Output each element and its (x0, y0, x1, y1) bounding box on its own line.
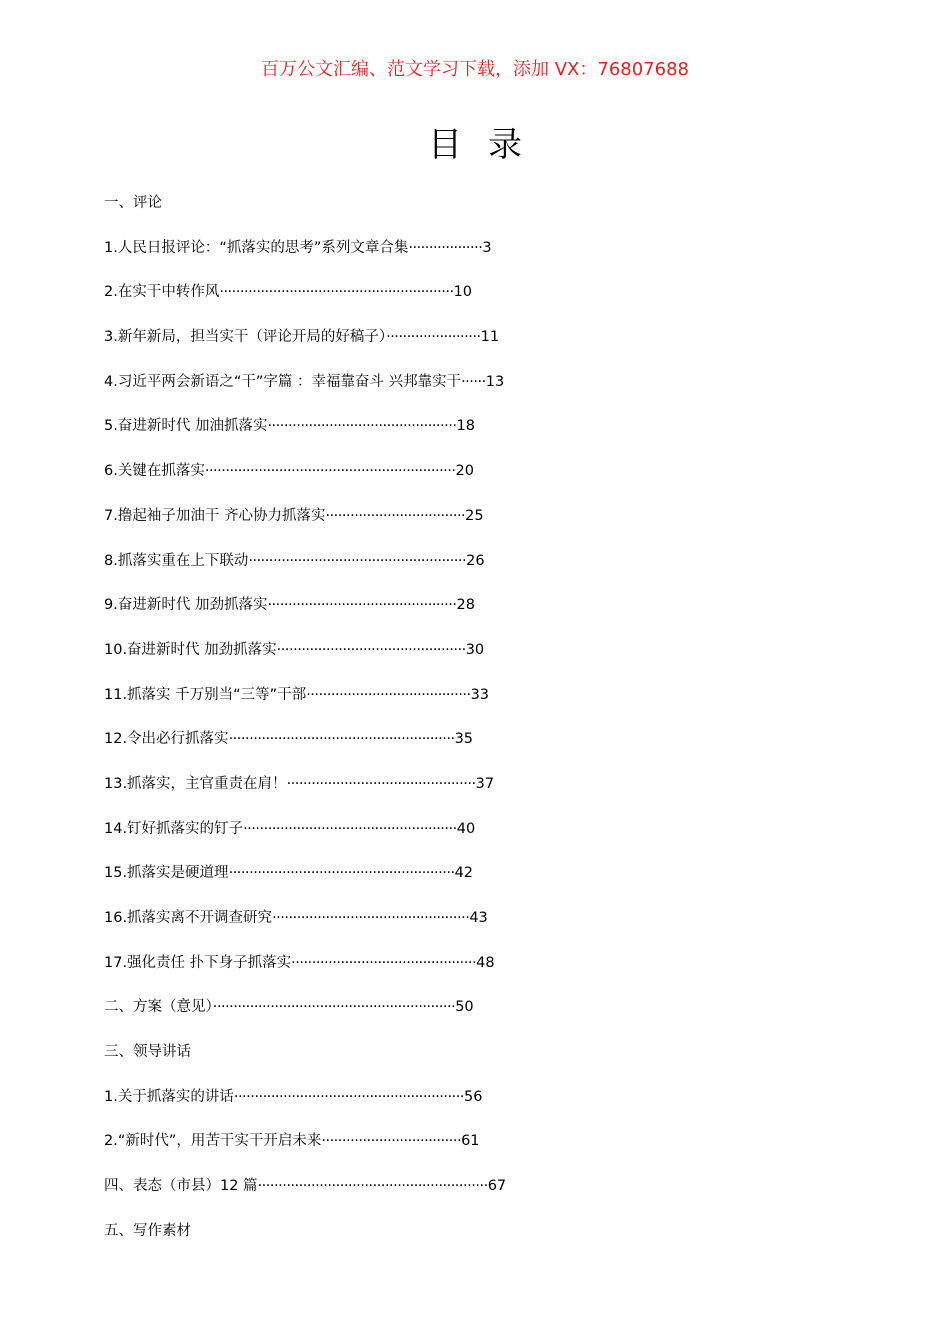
toc-entry[interactable] (104, 413, 604, 458)
toc-entry-leader-dots: ·································· (321, 1133, 462, 1150)
toc-entry-title: 12.令出必行抓落实 (104, 731, 229, 748)
toc-entry[interactable] (104, 905, 604, 950)
toc-entry[interactable] (104, 190, 604, 235)
toc-entry[interactable] (104, 235, 604, 280)
toc-entry-page-number: 28 (456, 597, 475, 614)
toc-entry-leader-dots: ·············································· (276, 641, 466, 658)
toc-entry-leader-dots: ·································· (325, 507, 466, 524)
toc-entry-title: 二、方案（意见） (104, 999, 213, 1016)
toc-entry-title: 9.奋进新时代 加劲抓落实 (104, 597, 268, 614)
toc-entry[interactable] (104, 1173, 604, 1218)
page-title: 目录 (428, 125, 548, 165)
toc-entry-page-number: 61 (461, 1133, 480, 1150)
toc-entry-leader-dots: ······················································· (228, 731, 455, 748)
toc-entry-title: 11.抓落实 千万别当“三等”干部 (104, 686, 307, 703)
toc-entry[interactable] (104, 771, 604, 816)
toc-entry-page-number: 30 (465, 641, 485, 658)
toc-entry-title: 15.抓落实是硬道理 (104, 865, 229, 882)
toc-entry-page-number: 37 (475, 775, 495, 792)
toc-entry-title: 一、评论 (104, 195, 162, 211)
toc-entry-page-number: 13 (485, 373, 505, 390)
toc-entry-title: 4.习近平两会新语之“干”字篇 ：幸福靠奋斗 兴邦靠实干 (104, 373, 462, 390)
toc-entry-page-number: 56 (463, 1088, 483, 1105)
toc-entry-page-number: 11 (480, 329, 500, 346)
toc-entry-title: 2.“新时代”，用苦干实干开启未来 (104, 1133, 322, 1150)
toc-entry[interactable] (104, 1218, 604, 1263)
toc-entry-page-number: 3 (482, 239, 492, 256)
toc-entry[interactable] (104, 1039, 604, 1084)
toc-entry-page-number: 67 (487, 1178, 507, 1195)
toc-entry-leader-dots: ····················································· (248, 552, 467, 569)
toc-entry-page-number: 48 (476, 954, 495, 971)
toc-entry[interactable] (104, 458, 604, 503)
toc-entry-leader-dots: ··························································· (212, 999, 456, 1016)
toc-entry-title: 3.新年新局，担当实干（评论开局的好稿子） (104, 329, 387, 346)
toc-entry-title: 2.在实干中转作风 (104, 284, 220, 301)
toc-entry-page-number: 33 (470, 686, 490, 703)
toc-entry-title: 14.钉好抓落实的钉子 (104, 820, 244, 837)
toc-entry-leader-dots: ·············································· (286, 775, 476, 792)
toc-entry-page-number: 43 (469, 910, 488, 926)
toc-entry-title: 5.奋进新时代 加油抓落实 (104, 418, 268, 435)
toc-entry-leader-dots: ······················· (386, 329, 481, 346)
toc-entry[interactable] (104, 369, 604, 414)
toc-entry-title: 8.抓落实重在上下联动 (104, 552, 249, 569)
toc-entry-page-number: 35 (454, 731, 474, 748)
toc-entry-title: 五、写作素材 (104, 1222, 191, 1239)
toc-entry-page-number: 25 (465, 507, 484, 524)
toc-entry-leader-dots: ······················································· (228, 865, 455, 882)
toc-entry-leader-dots: ························································· (219, 284, 454, 301)
toc-entry-leader-dots: ·············································· (267, 597, 457, 614)
toc-entry-page-number: 50 (455, 999, 474, 1016)
toc-entry[interactable] (104, 860, 604, 905)
toc-entry-title: 1.关于抓落实的讲话 (104, 1088, 234, 1105)
toc-entry[interactable] (104, 1084, 604, 1129)
toc-entry-title: 10.奋进新时代 加劲抓落实 (104, 641, 277, 658)
toc-entry-leader-dots: ······ (461, 373, 486, 390)
toc-entry-leader-dots: ························································ (257, 1178, 488, 1195)
toc-entry-leader-dots: ···················································· (243, 820, 457, 837)
toc-entry-title: 16.抓落实离不开调查研究 (104, 910, 273, 926)
toc-entry-title: 四、表态（市县）12 篇 (104, 1178, 258, 1195)
toc-entry-page-number: 40 (456, 820, 476, 837)
toc-entry-title: 7.撸起袖子加油干 齐心协力抓落实 (104, 507, 326, 524)
toc-entry[interactable] (104, 324, 604, 369)
toc-entry[interactable] (104, 592, 604, 637)
toc-entry-title: 6.关键在抓落实 (104, 463, 205, 480)
toc-entry[interactable] (104, 726, 604, 771)
toc-entry[interactable] (104, 548, 604, 593)
toc-entry[interactable] (104, 950, 604, 995)
toc-entry-leader-dots: ····························································· (204, 463, 456, 480)
toc-entry[interactable] (104, 503, 604, 548)
toc-entry-page-number: 26 (466, 552, 485, 569)
header-banner: 百万公文汇编、范文学习下载，添加 VX：76807688 (261, 59, 689, 80)
toc-entry-leader-dots: ················································ (272, 910, 470, 926)
toc-entry[interactable] (104, 682, 604, 727)
toc-entry-leader-dots: ·················· (408, 239, 483, 256)
toc-entry[interactable] (104, 637, 604, 682)
toc-entry-page-number: 10 (453, 284, 473, 301)
toc-entry[interactable] (104, 816, 604, 861)
toc-entry-leader-dots: ························································ (233, 1088, 464, 1105)
toc-entry-leader-dots: ·············································· (267, 418, 457, 435)
table-of-contents (104, 190, 604, 1263)
toc-entry[interactable] (104, 1128, 604, 1173)
toc-entry-title: 17.强化责任 扑下身子抓落实 (104, 954, 292, 971)
toc-entry[interactable] (104, 279, 604, 324)
toc-entry-leader-dots: ············································· (291, 954, 477, 971)
toc-entry-title: 三、领导讲话 (104, 1044, 191, 1061)
toc-entry-leader-dots: ········································ (306, 686, 471, 703)
toc-entry[interactable] (104, 994, 604, 1039)
toc-entry-title: 13.抓落实，主官重责在肩！ (104, 775, 287, 792)
toc-entry-page-number: 18 (456, 418, 475, 435)
toc-entry-title: 1.人民日报评论：“抓落实的思考”系列文章合集 (104, 239, 409, 256)
toc-entry-page-number: 20 (455, 463, 474, 480)
toc-entry-page-number: 42 (454, 865, 474, 882)
